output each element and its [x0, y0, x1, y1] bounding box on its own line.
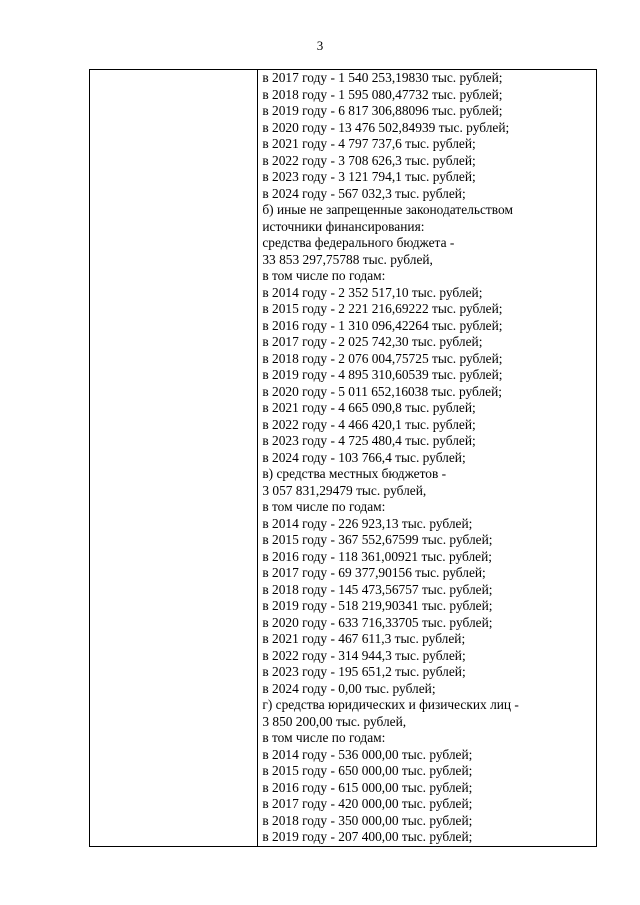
text-line: в 2020 году - 5 011 652,16038 тыс. рублей;	[262, 383, 503, 399]
text-line: в 2014 году - 226 923,13 тыс. рублей;	[262, 515, 473, 531]
text-line: в 2017 году - 2 025 742,30 тыс. рублей;	[262, 334, 483, 349]
right-cell	[258, 70, 597, 847]
text-line: средства федерального бюджета -	[262, 235, 455, 250]
text-line: в) средства местных бюджетов -	[262, 466, 447, 481]
text-line: 3 850 200,00 тыс. рублей,	[262, 713, 407, 729]
text-line: в 2018 году - 2 076 004,75725 тыс. рублей;	[262, 350, 503, 366]
text-line: 3 057 831,29479 тыс. рублей,	[262, 482, 427, 498]
text-line: в 2016 году - 615 000,00 тыс. рублей;	[262, 779, 473, 795]
text-line: в 2018 году - 350 000,00 тыс. рублей;	[262, 812, 473, 828]
text-line: в 2014 году - 2 352 517,10 тыс. рублей;	[262, 284, 483, 300]
text-line: в 2021 году - 4 797 737,6 тыс. рублей;	[262, 136, 476, 151]
text-line: в 2020 году - 13 476 502,84939 тыс. рублей;	[262, 119, 510, 135]
page-number: 3	[316, 38, 324, 53]
text-line: в 2024 году - 103 766,4 тыс. рублей;	[262, 449, 466, 465]
text-line: в 2019 году - 4 895 310,60539 тыс. рублей;	[262, 367, 503, 382]
left-cell	[90, 70, 258, 847]
text-line: в 2015 году - 2 221 216,69222 тыс. рублей;	[262, 301, 503, 316]
table-row	[90, 70, 597, 847]
text-line: в том числе по годам:	[262, 268, 386, 283]
text-line: в 2022 году - 4 466 420,1 тыс. рублей;	[262, 416, 476, 432]
text-line: в 2021 году - 467 611,3 тыс. рублей;	[262, 631, 466, 646]
text-line: в 2023 году - 195 651,2 тыс. рублей;	[262, 664, 466, 679]
text-line: б) иные не запрещенные законодательством	[262, 202, 513, 217]
text-line: в 2022 году - 3 708 626,3 тыс. рублей;	[262, 152, 476, 168]
text-line: в 2017 году - 69 377,90156 тыс. рублей;	[262, 565, 486, 580]
text-line: 33 853 297,75788 тыс. рублей,	[262, 251, 433, 267]
text-line: в 2014 году - 536 000,00 тыс. рублей;	[262, 746, 473, 762]
text-line: в 2017 году - 420 000,00 тыс. рублей;	[262, 796, 473, 811]
text-line: в 2023 году - 4 725 480,4 тыс. рублей;	[262, 433, 476, 448]
text-line: в 2018 году - 1 595 080,47732 тыс. рублей;	[262, 86, 503, 102]
financing-table	[89, 69, 597, 847]
text-line: в 2016 году - 118 361,00921 тыс. рублей;	[262, 548, 492, 564]
text-line: в 2023 году - 3 121 794,1 тыс. рублей;	[262, 169, 476, 184]
text-line: в 2019 году - 207 400,00 тыс. рублей;	[262, 829, 473, 844]
text-line: в 2016 году - 1 310 096,42264 тыс. рублей;	[262, 317, 503, 333]
text-line: в 2021 году - 4 665 090,8 тыс. рублей;	[262, 400, 476, 415]
text-line: в 2020 году - 633 716,33705 тыс. рублей;	[262, 614, 493, 630]
text-line: в 2015 году - 367 552,67599 тыс. рублей;	[262, 532, 493, 547]
text-line: в том числе по годам:	[262, 730, 386, 745]
text-line: в 2019 году - 518 219,90341 тыс. рублей;	[262, 598, 493, 613]
text-line: в 2019 году - 6 817 306,88096 тыс. рублей;	[262, 103, 503, 118]
text-line: в том числе по годам:	[262, 499, 386, 514]
text-line: источники финансирования:	[262, 218, 425, 234]
text-line: в 2015 году - 650 000,00 тыс. рублей;	[262, 763, 473, 778]
text-line: в 2024 году - 567 032,3 тыс. рублей;	[262, 185, 466, 201]
text-line: в 2022 году - 314 944,3 тыс. рублей;	[262, 647, 466, 663]
text-line: г) средства юридических и физических лиц -	[262, 697, 519, 712]
financing-text	[258, 70, 596, 846]
text-line: в 2024 году - 0,00 тыс. рублей;	[262, 680, 436, 696]
text-line: в 2017 году - 1 540 253,19830 тыс. рублей;	[262, 70, 503, 85]
text-line: в 2018 году - 145 473,56757 тыс. рублей;	[262, 581, 493, 597]
